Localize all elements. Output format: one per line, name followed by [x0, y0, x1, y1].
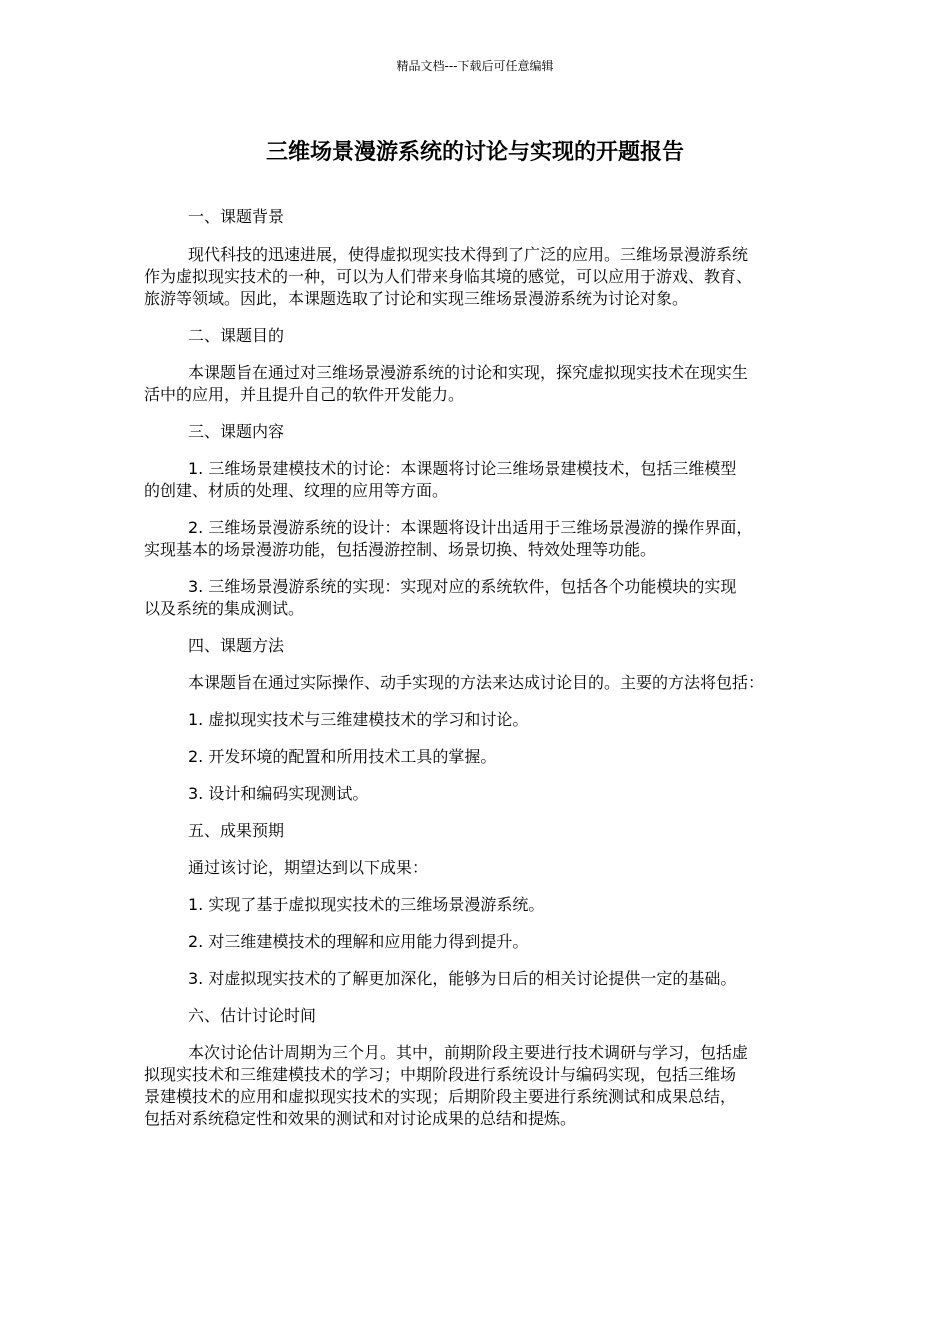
paragraph-schedule: 本次讨论估计周期为三个月。其中，前期阶段主要进行技术调研与学习，包括虚 拟现实技术和三维建模技术的学习；中期阶段进行系统设计与编码实现，包括三维场 景建模技术的应用和虚拟现实技术的实现；后期阶段主要进行系统测试和成果总结， 包括对系统稳定性和效果的测试和对讨论成果的总结和提炼。 — [144, 1043, 749, 1128]
content-item-1: 1. 三维场景建模技术的讨论：本课题将讨论三维场景建模技术，包括三维模型 的创建、材质的处理、纹理的应用等方面。 — [144, 459, 737, 500]
section-heading-background: 一、课题背景 — [188, 207, 285, 226]
paragraph-purpose: 本课题旨在通过对三维场景漫游系统的讨论和实现，探究虚拟现实技术在现实生 活中的应用，并且提升自己的软件开发能力。 — [144, 363, 749, 404]
document-title: 三维场景漫游系统的讨论与实现的开题报告 — [265, 140, 684, 165]
section-heading-method: 四、课题方法 — [188, 636, 285, 655]
paragraph-method-intro: 本课题旨在通过实际操作、动手实现的方法来达成讨论目的。主要的方法将包括： — [188, 673, 765, 692]
content-item-3: 3. 三维场景漫游系统的实现：实现对应的系统软件，包括各个功能模块的实现 以及系统的集成测试。 — [144, 577, 737, 618]
content-item-2: 2. 三维场景漫游系统的设计：本课题将设计出适用于三维场景漫游的操作界面， 实现基本的场景漫游功能，包括漫游控制、场景切换、特效处理等功能。 — [144, 518, 753, 559]
result-item-2: 2. 对三维建模技术的理解和应用能力得到提升。 — [188, 932, 529, 951]
paragraph-results-intro: 通过该讨论，期望达到以下成果： — [188, 858, 429, 877]
paragraph-background: 现代科技的迅速进展，使得虚拟现实技术得到了广泛的应用。三维场景漫游系统 作为虚拟现实技术的一种，可以为人们带来身临其境的感觉，可以应用于游戏、教育、 旅游等领域。因此，本课题选取了讨论和实现三维场景漫游系统为讨论对象。 — [144, 245, 753, 308]
method-item-1: 1. 虚拟现实技术与三维建模技术的学习和讨论。 — [188, 710, 529, 729]
document-body — [144, 206, 812, 1130]
section-heading-content: 三、课题内容 — [188, 422, 285, 441]
section-heading-schedule: 六、估计讨论时间 — [188, 1006, 317, 1025]
page-header: 精品文档---下载后可任意编辑 — [396, 59, 554, 73]
section-heading-purpose: 二、课题目的 — [188, 326, 285, 345]
method-item-2: 2. 开发环境的配置和所用技术工具的掌握。 — [188, 747, 497, 766]
method-item-3: 3. 设计和编码实现测试。 — [188, 784, 369, 803]
result-item-1: 1. 实现了基于虚拟现实技术的三维场景漫游系统。 — [188, 895, 545, 914]
section-heading-results: 五、成果预期 — [188, 821, 285, 840]
result-item-3: 3. 对虚拟现实技术的了解更加深化，能够为日后的相关讨论提供一定的基础。 — [188, 969, 737, 988]
